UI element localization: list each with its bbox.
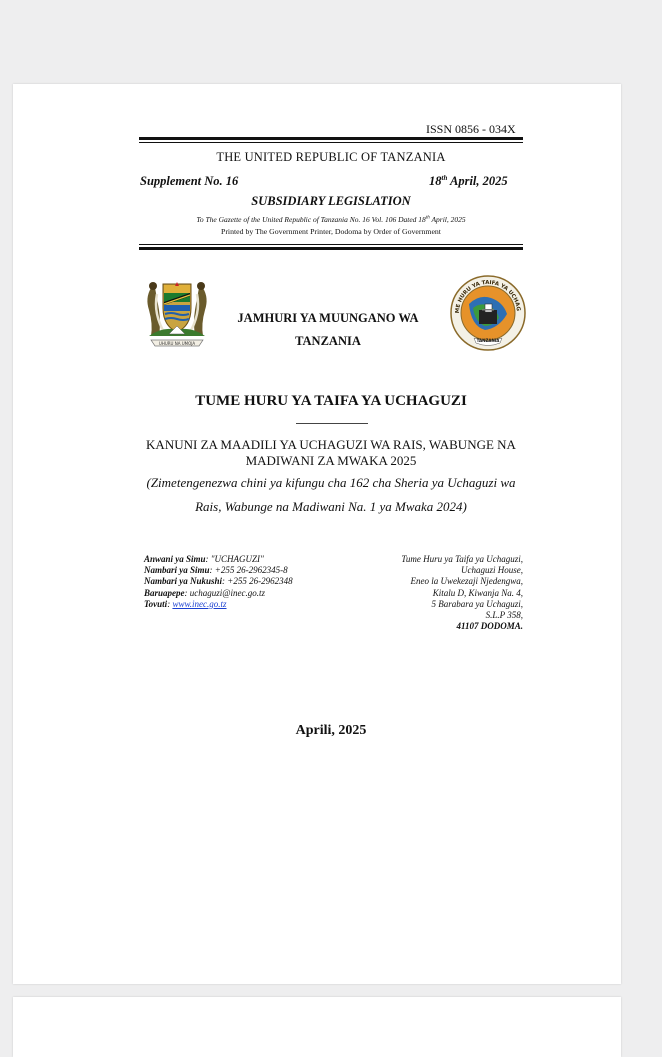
regulation-title-line-2: MADIWANI ZA MWAKA 2025 xyxy=(245,453,417,468)
address-block xyxy=(343,554,523,632)
contact-phone: Nambari ya Simu: +255 26-2962345-8 xyxy=(144,565,288,576)
seal-text-bottom: TANZANIA xyxy=(476,338,500,343)
jamhuri-line-2: TANZANIA xyxy=(295,334,361,348)
seal-text-top: ME HURU YA TAIFA YA UCHAG xyxy=(454,279,521,314)
gazette-reference: To The Gazette of the United Republic of Tanzania No. 16 Vol. 106 Dated 18th April, 2025 xyxy=(196,215,466,224)
regulation-basis-line-1: (Zimetengenezwa chini ya kifungu cha 162 cha Sheria ya Uchaguzi wa xyxy=(146,475,516,490)
contact-website: Tovuti: www.inec.go.tz xyxy=(144,598,227,609)
republic-title: THE UNITED REPUBLIC OF TANZANIA xyxy=(216,150,446,164)
contact-email: Baruapepe: uchaguzi@inec.go.tz xyxy=(144,587,266,598)
document-page xyxy=(13,84,621,984)
document-date: Aprili, 2025 xyxy=(295,723,367,738)
header-bottom-rule xyxy=(139,247,523,250)
jamhuri-line-1: JAMHURI YA MUUNGANO WA xyxy=(237,311,419,325)
title-divider xyxy=(296,423,368,424)
address-city: 41107 DODOMA. xyxy=(456,621,523,632)
address-line: Eneo la Uwekezaji Njedengwa, xyxy=(410,576,523,587)
address-line: Uchaguzi House, xyxy=(461,565,523,576)
printed-by-line: Printed by The Government Printer, Dodoma by Order of Government xyxy=(221,227,441,236)
regulation-basis-line-2: Rais, Wabunge na Madiwani Na. 1 ya Mwaka 2024) xyxy=(195,499,467,514)
address-line: Tume Huru ya Taifa ya Uchaguzi, xyxy=(401,554,523,564)
website-link[interactable]: www.inec.go.tz xyxy=(172,598,227,609)
address-line: S.L.P 358, xyxy=(485,610,523,621)
regulation-title-line-1: KANUNI ZA MAADILI YA UCHAGUZI WA RAIS, WABUNGE NA xyxy=(146,437,516,452)
header-top-rule-thin xyxy=(139,142,523,143)
svg-text:UHURU NA UMOJA: UHURU NA UMOJA xyxy=(158,341,196,346)
supplement-number: Supplement No. 16 xyxy=(140,174,239,188)
header-top-rule xyxy=(139,137,523,140)
coat-of-arms-icon xyxy=(139,274,215,350)
issn-number: ISSN 0856 - 034X xyxy=(426,122,516,136)
supplement-date: 18th April, 2025 xyxy=(429,174,508,189)
contact-block xyxy=(144,554,293,610)
header-bottom-rule-thin xyxy=(139,244,523,245)
address-line: 5 Barabara ya Uchaguzi, xyxy=(431,598,523,609)
contact-telegram: Anwani ya Simu: "UCHAGUZI" xyxy=(144,554,264,564)
contact-fax: Nambari ya Nukushi: +255 26-2962348 xyxy=(144,576,293,587)
next-page-edge xyxy=(13,997,621,1057)
address-line: Kitalu D, Kiwanja Na. 4, xyxy=(432,587,523,598)
inec-seal-icon xyxy=(449,274,527,352)
commission-title: TUME HURU YA TAIFA YA UCHAGUZI xyxy=(195,393,467,409)
subsidiary-legislation-title: SUBSIDIARY LEGISLATION xyxy=(251,194,411,208)
